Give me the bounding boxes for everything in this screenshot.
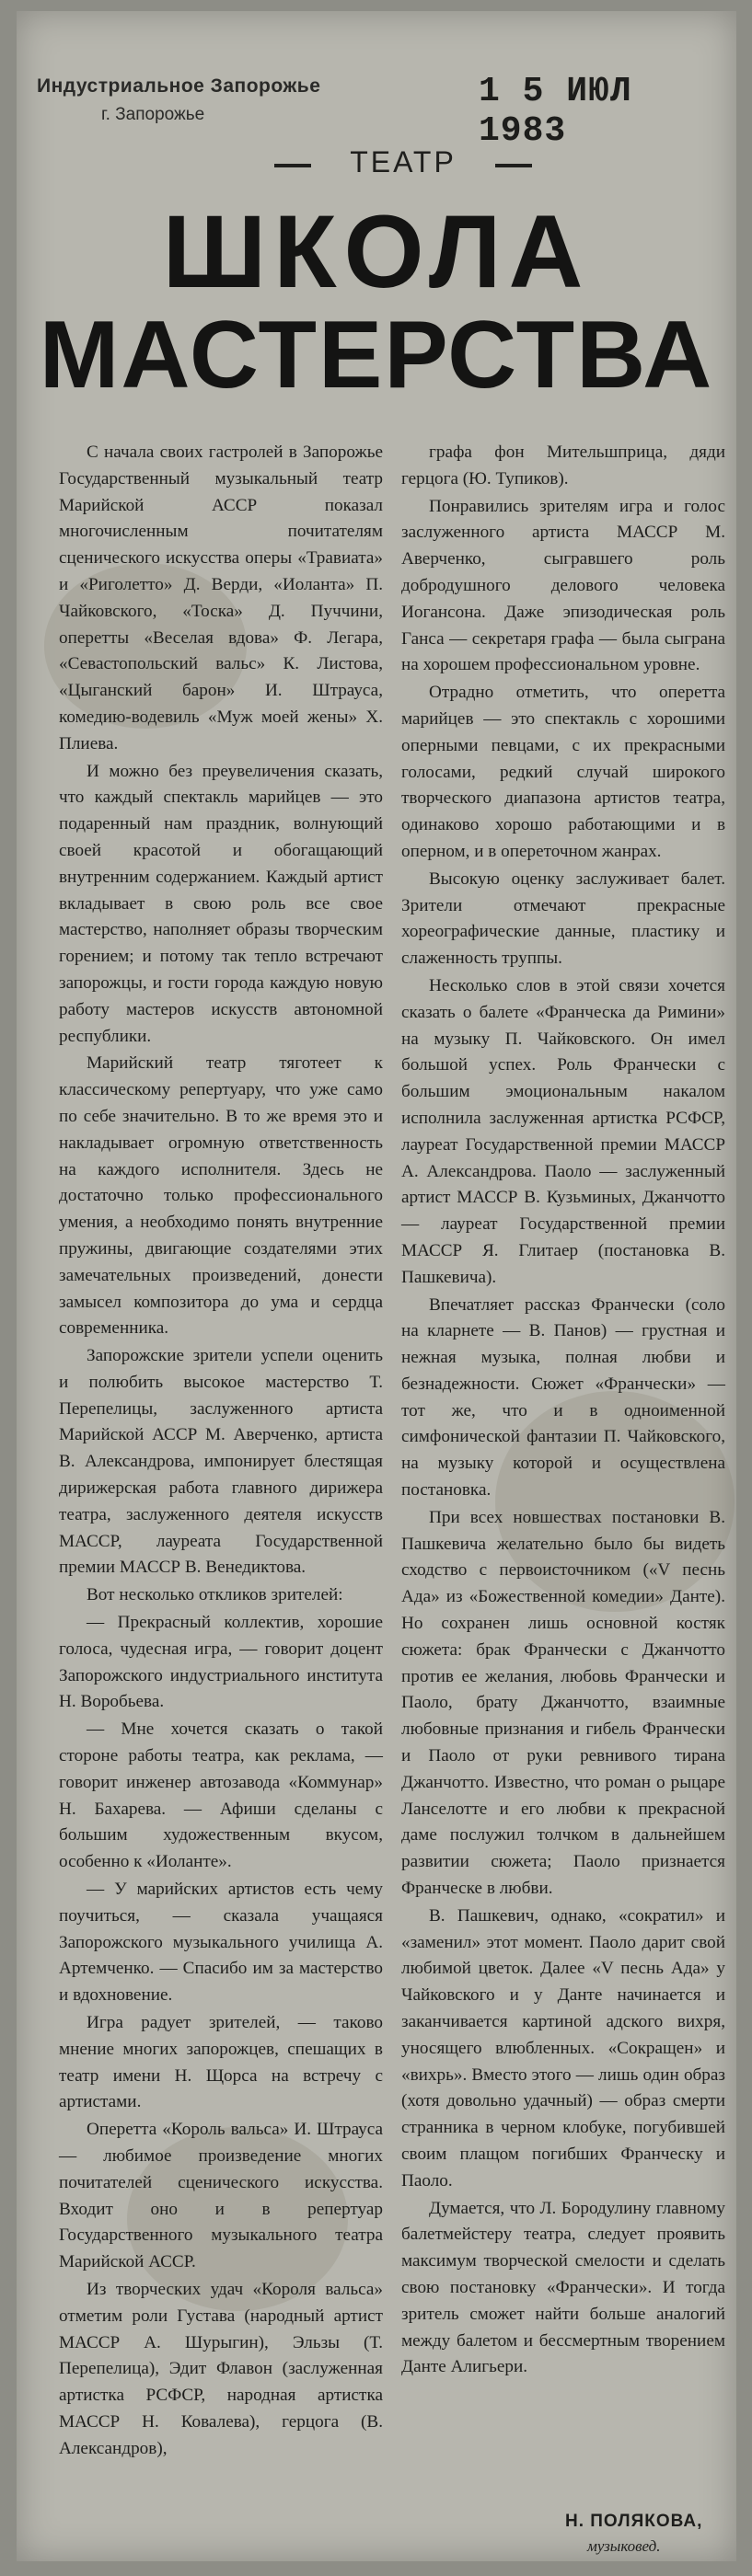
article-paragraph: В. Пашкевич, однако, «сократил» и «заменил» этот момент. Паоло дарит свой любимой цветок. Далее «V песнь Ада» у Чайковского и у Данте начинается и заканчивается картиной адского вихря, уносящего влюбленных. «Сокращен» и «вихрь». Вместо этого — лишь один образ (хотя довольно удачный) — образ смерти странника в черном клобуке, погубившей своим плащом погибших Франческу и Паоло.	[401, 1905, 725, 2191]
newspaper-name: Индустриальное Запорожье	[37, 75, 321, 97]
article-paragraph: Высокую оценку заслуживает балет. Зрители отмечают прекрасные хореографические данные, пластику и слаженность труппы.	[401, 868, 725, 969]
headline-line-1: ШКОЛА	[162, 194, 591, 309]
article-paragraph: Впечатляет рассказ Франчески (соло на кларнете — В. Панов) — грустная и нежная музыка, полная любви и безнадежности. Сюжет «Франчески» — тот же, что и в одноименной симфонической фантазии П. Чайковского, на музыку которой и осуществлена постановка.	[401, 1294, 725, 1501]
newspaper-header	[17, 48, 736, 151]
article-paragraph: С начала своих гастролей в Запорожье Государственный музыкальный театр Марийской АССР показал многочисленным почитателям сценического искусства оперы «Травиата» и «Риголетто» Д. Верди, «Иоланта» П. Чайковского, «Тоска» Д. Пуччини, оперетты «Веселая вдова» Ф. Легара, «Севастопольский вальс» К. Листова, «Цыганский барон» И. Штрауса, комедию-водевиль «Муж моей жены» Х. Плиева.	[59, 443, 383, 753]
article-paragraph: Запорожские зрители успели оценить и полюбить высокое мастерство Т. Перепелицы, заслуженного артиста Марийской АССР М. Аверченко, артиста В. Александрова, импонирует блестящая дирижерская работа главного дирижера театра, заслуженного деятеля искусств МАССР, лауреата Государственной премии МАССР В. Венедиктова.	[59, 1346, 383, 1578]
date-stamp: 1 5 ИЮЛ 1983	[479, 72, 632, 151]
article-paragraph: И можно без преувеличения сказать, что каждый спектакль марийцев — это подаренный нам праздник, волнующий своей красотой и обогащающий внутренним содержанием. Каждый артист вкладывает в свою роль все свое мастерство, наполняет образы творческим горением; и потому так тепло встречают запорожцы, и гости города каждую новую работу мастеров искусств автономной республики.	[59, 761, 383, 1046]
headline-line-2: МАСТЕРСТВА	[39, 302, 714, 408]
article-paragraph: Понравились зрителям игра и голос заслуженного артиста МАССР М. Аверченко, сыгравшего роль добродушного делового человека Иогансона. Даже эпизодическая роль Ганса — секретаря графа — была сыграна на хорошем профессиональном уровне.	[401, 496, 725, 675]
article-paragraph: Отрадно отметить, что оперетта марийцев — это спектакль с хорошими оперными певцами, с их прекрасными голосами, редкий случай широкого творческого диапазона артистов театра, одинаково хорошо работающими и в оперном, и в опереточном жанрах.	[401, 683, 725, 861]
author-role: музыковед.	[587, 2537, 661, 2555]
article-column-left	[59, 440, 383, 2464]
article-paragraph: Думается, что Л. Бородулину главному балетмейстеру театра, следует проявить максимум творческой смелости и сделать свою постановку «Франчески». И тогда зритель сможет найти больше аналогий между балетом и бессмертным творением Данте Алигьери.	[401, 2198, 725, 2377]
article-paragraph: Несколько слов в этой связи хочется сказать о балете «Франческа да Римини» на музыку П. Чайковского. Он имел большой успех. Роль Франчески с большим эмоциональным накалом исполнила заслуженная артистка РСФСР, лауреат Государственной премии МАССР А. Александрова. Паоло — заслуженный артист МАССР В. Кузьминых, Джанчотто — лауреат Государственной премии МАССР Я. Глитаер (постановка В. Пашкевича).	[401, 975, 725, 1287]
newspaper-clipping	[17, 11, 736, 2561]
article-paragraph: Вот несколько откликов зрителей:	[87, 1585, 343, 1605]
article-paragraph: При всех новшествах постановки В. Пашкевича желательно было бы видеть сходство с первоисточником («V песнь Ада» из «Божественной комедии» Данте). Но сохранен лишь основной костяк сюжета: брак Франчески с Джанчотто против ее желания, любовь Франчески и Паоло, брату Джанчотто, взаимные любовные признания и гибель Франчески и Паоло от руки ревнивого тирана Джанчотто. Известно, что роман о рыцаре Ланселотте и его любви к прекрасной даме послужил толчком в дальнейшем развитии сюжета; Паоло признается Франческе в любви.	[401, 1507, 725, 1899]
article-paragraph: Игра радует зрителей, — таково мнение многих запорожцев, спешащих в театр имени Н. Щорса на встречу с артистами.	[59, 2013, 383, 2112]
article-column-right	[401, 440, 725, 2382]
article-paragraph: — Мне хочется сказать о такой стороне работы театра, как реклама, — говорит инженер автозавода «Коммунар» Н. Бахарева. — Афиши сделаны с большим художественным вкусом, особенно к «Иоланте».	[59, 1719, 383, 1872]
newspaper-city: г. Запорожье	[101, 105, 205, 124]
article-paragraph: Из творческих удач «Короля вальса» отметим роли Густава (народный артист МАССР А. Шурыгин), Эльзы (Т. Перепелица), Эдит Флавон (заслуженная артистка РСФСР, народная артистка МАССР Н. Ковалева), герцога (В. Александров),	[59, 2279, 383, 2458]
author-name: Н. ПОЛЯКОВА,	[565, 2512, 703, 2531]
rubric-label: ТЕАТР	[274, 145, 532, 179]
article-paragraph: — У марийских артистов есть чему поучиться, — сказала учащаяся Запорожского музыкального училища А. Артемченко. — Спасибо им за мастерство и вдохновение.	[59, 1880, 383, 2006]
article-paragraph: Оперетта «Король вальса» И. Штрауса — любимое произведение многих почитателей сценического искусства. Входит оно и в репертуар Государственного музыкального театра Марийской АССР.	[59, 2120, 383, 2272]
article-paragraph: графа фон Мительшприца, дяди герцога (Ю. Тупиков).	[401, 443, 725, 489]
article-paragraph: Марийский театр тяготеет к классическому репертуару, что уже само по себе значительно. В то же время это и накладывает огромную ответственность на каждого исполнителя. Здесь не достаточно только профессионального умения, а необходимо понять внутренние пружины, двигающие создателями этих замечательных произведений, донести замысел композитора до ума и сердца современника.	[59, 1053, 383, 1339]
article-paragraph: — Прекрасный коллектив, хорошие голоса, чудесная игра, — говорит доцент Запорожского индустриального института Н. Воробьева.	[59, 1613, 383, 1712]
